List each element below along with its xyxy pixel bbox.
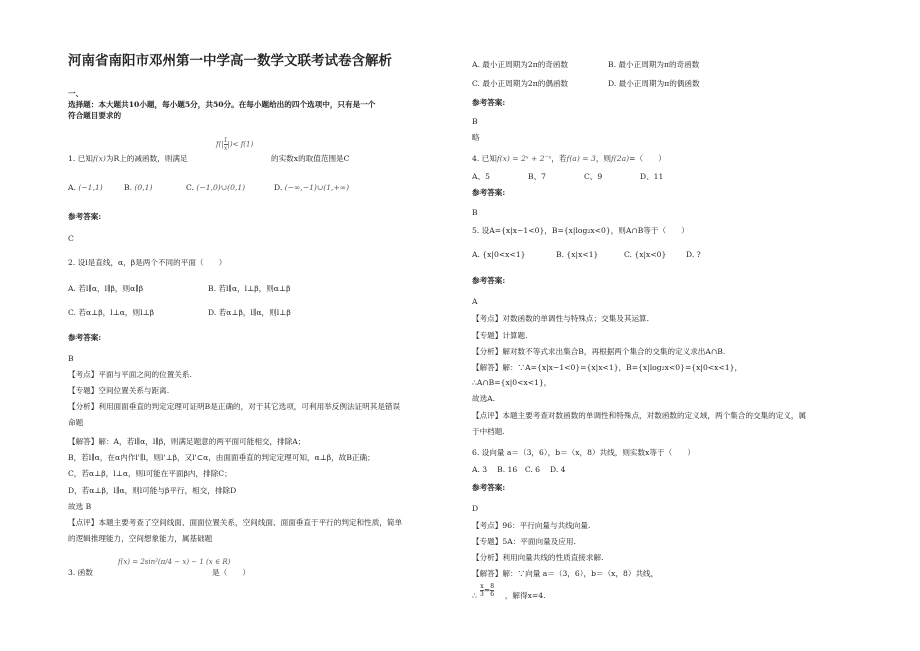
q2-explanation-line: D，若α⊥β，l∥α，则l可能与β平行，相交，排除D	[68, 486, 237, 495]
q3-option-d: D. 最小正周期为π的偶函数	[608, 79, 700, 88]
q5-explanation-line: 【解答】解：∵A={x|x−1<0}={x|x<1}，B={x|log₂x<0}={x|0<x<1}，	[472, 363, 743, 372]
section-desc-line2: 符合题目要求的	[68, 111, 122, 120]
q2-explanation-line: 【分析】利用面面垂直的判定定理可证明B是正确的，对于其它选项，可利用举反例法证明其是错误	[68, 402, 401, 411]
q6-answer: D	[472, 504, 479, 513]
q5-option-c: C. {x|x<0}	[624, 250, 667, 259]
section-number: 一、	[68, 89, 84, 98]
q4-answer: B	[472, 208, 478, 217]
q3-answer-label: 参考答案:	[472, 98, 506, 107]
q4-option-c: C、9	[584, 172, 603, 181]
q2-option-d: D. 若α⊥β，l∥α，则l⊥β	[208, 308, 291, 317]
q3-explanation: 略	[472, 133, 480, 142]
q1-stem-suffix: 的实数x的取值范围是C	[271, 154, 350, 163]
q2-option-b: B. 若l∥α，l⊥β，则α⊥β	[208, 284, 291, 293]
q6-explanation-line: 【专题】5A：平面向量及应用.	[472, 537, 576, 546]
q3-stem-tail: 是（ ）	[212, 568, 250, 577]
q6-explanation-line: 【解答】解：∵向量 a＝（3，6），b＝（x，8）共线，	[472, 569, 659, 578]
q5-stem: 5. 设A={x|x−1<0}，B={x|log₂x<0}，则A∩B等于（ ）	[472, 226, 689, 235]
q4-option-a: A、5	[472, 172, 490, 181]
q1-answer-label: 参考答案:	[68, 212, 102, 221]
q1-condition-formula: f(| $\frac{1}{x}$ |)< f(1)	[216, 137, 254, 152]
q6-answer-label: 参考答案:	[472, 483, 506, 492]
q5-answer: A	[472, 297, 478, 306]
q5-explanation-line: ∴A∩B={x|0<x<1}，	[472, 378, 552, 387]
q2-explanation-line: 命题	[68, 418, 84, 427]
q6-stem: 6. 设向量 a＝（3，6），b＝（x，8）共线，则实数x等于（ ）	[472, 448, 695, 457]
q1-option-a: A. (−1,1)	[68, 183, 103, 192]
q3-option-c: C. 最小正周期为2π的偶函数	[472, 79, 569, 88]
q1-answer: C	[68, 234, 74, 243]
q4-option-b: B、7	[528, 172, 547, 181]
q5-explanation-line: 故选A.	[472, 394, 496, 403]
q2-explanation-line: B，若l∥α，在α内作l'∥l，则l'⊥β，又l'⊂α，由面面垂直的判定定理可知，α⊥β，故B正确；	[68, 453, 375, 462]
q2-answer-label: 参考答案:	[68, 333, 102, 342]
q4-stem: 4. 已知f(x) = 2ˣ + 2⁻ˣ，若f(a) = 3，则f(2a)=（ ）	[472, 154, 666, 163]
q2-explanation-line: 【点评】本题主要考查了空间线面、面面位置关系，空间线面、面面垂直于平行的判定和性质，简单	[68, 518, 403, 527]
q3-option-a: A. 最小正周期为2π的奇函数	[472, 60, 569, 69]
q5-option-d: D. ?	[686, 250, 701, 259]
q4-answer-label: 参考答案:	[472, 188, 506, 197]
q3-answer: B	[472, 117, 478, 126]
q6-final-line: ∴ ，解得x=4.	[472, 591, 546, 600]
q5-option-b: B. {x|x<1}	[556, 250, 599, 259]
q2-explanation-line: C，若α⊥β，l⊥α，则l可能在平面β内，排除C；	[68, 469, 232, 478]
q1-option-d: D. (−∞,−1)∪(1,+∞)	[274, 183, 350, 192]
q1-option-b: B. (0,1)	[124, 183, 153, 192]
q6-options: A. 3 B. 16 C. 6 D. 4	[472, 465, 566, 474]
q5-explanation-line: 【考点】对数函数的单调性与特殊点；交集及其运算.	[472, 314, 650, 323]
q5-explanation-line: 于中档题.	[472, 427, 505, 436]
q2-explanation-line: 【专题】空间位置关系与距离.	[68, 386, 170, 395]
q3-stem: 3. 函数	[68, 568, 93, 577]
q5-explanation-line: 【点评】本题主要考查对数函数的单调性和特殊点，对数函数的定义域，两个集合的交集的定义，属	[472, 411, 807, 420]
q2-explanation-line: 【考点】平面与平面之间的位置关系.	[68, 370, 192, 379]
q2-explanation-line: 的逻辑推理能力，空间想象能力，属基础题	[68, 534, 213, 543]
q2-explanation-line: 故选 B	[68, 502, 92, 511]
page-title: 河南省南阳市邓州第一中学高一数学文联考试卷含解析	[68, 53, 392, 69]
q1-stem: 1. 已知f(x)为R上的减函数，则满足	[68, 154, 188, 163]
section-desc-line1: 选择题：本大题共10小题，每小题5分，共50分。在每小题给出的四个选项中，只有是一个	[68, 100, 376, 109]
q6-explanation-line: 【考点】96：平行向量与共线向量.	[472, 521, 591, 530]
q6-fraction-equation: $\frac{x}{3}$ = $\frac{8}{6}$	[480, 583, 495, 598]
q1-option-c: C. (−1,0)∪(0,1)	[186, 183, 246, 192]
q3-formula: f(x) = 2sin²(π/4 − x) − 1 (x ∈ R)	[118, 558, 231, 566]
q5-answer-label: 参考答案:	[472, 276, 506, 285]
q5-option-a: A. {x|0<x<1}	[472, 250, 526, 259]
q2-explanation-line: 【解答】解：A，若l∥α，l∥β，则满足题意的两平面可能相交，排除A；	[68, 437, 306, 446]
q2-option-c: C. 若α⊥β，l⊥α，则l⊥β	[68, 308, 155, 317]
q2-answer: B	[68, 354, 74, 363]
q2-option-a: A. 若l∥α，l∥β，则α∥β	[68, 284, 144, 293]
q2-stem: 2. 设l是直线，α，β是两个不同的平面（ ）	[68, 258, 227, 267]
q3-option-b: B. 最小正周期为π的奇函数	[608, 60, 700, 69]
q5-explanation-line: 【专题】计算题.	[472, 331, 528, 340]
q4-option-d: D、11	[640, 172, 664, 181]
q5-explanation-line: 【分析】解对数不等式求出集合B，再根据两个集合的交集的定义求出A∩B.	[472, 347, 726, 356]
q6-explanation-line: 【分析】利用向量共线的性质直接求解.	[472, 553, 604, 562]
